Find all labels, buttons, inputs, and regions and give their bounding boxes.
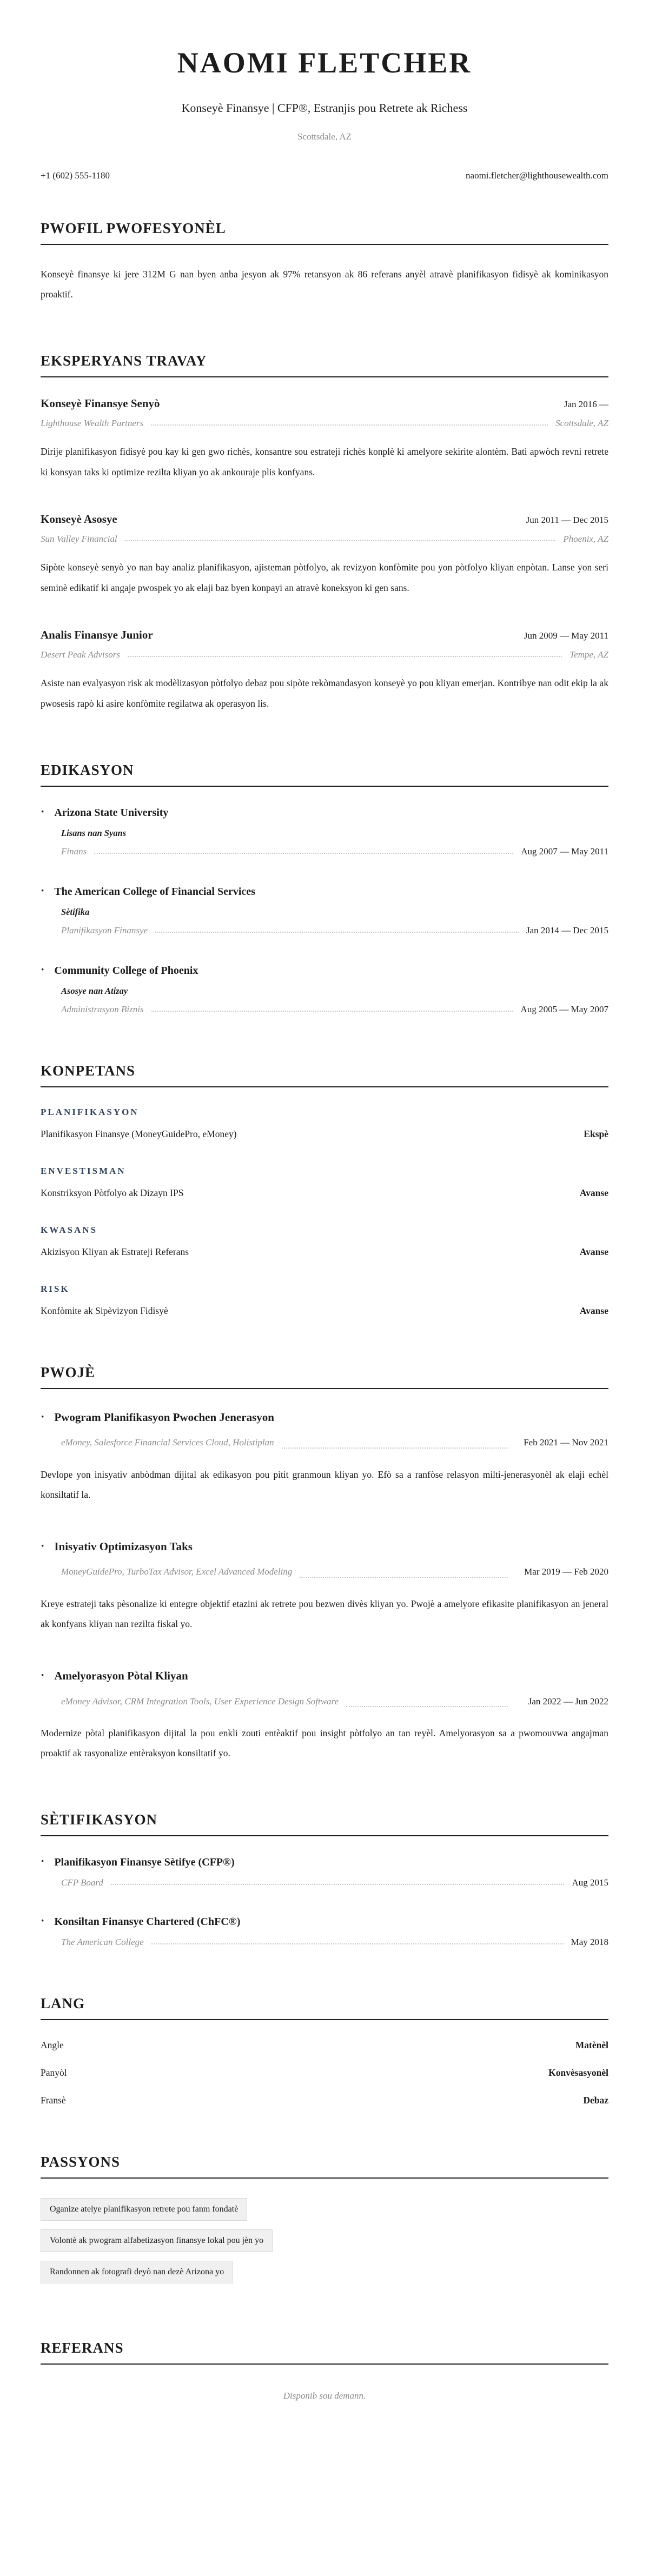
education-school-row xyxy=(41,885,608,898)
job-header-row xyxy=(41,628,608,642)
job-company: Lighthouse Wealth Partners xyxy=(41,417,144,428)
certification-entry xyxy=(41,1915,608,1948)
certification-title: · Planifikasyon Finansye Sètifye (CFP®) xyxy=(54,1856,235,1869)
section-profile xyxy=(41,220,608,305)
skill-level: Avanse xyxy=(579,1187,608,1198)
section-experience xyxy=(41,353,608,714)
passions-heading: PASSYONS xyxy=(41,2154,608,2179)
certification-entry xyxy=(41,1856,608,1888)
dotted-leader xyxy=(155,932,519,933)
candidate-location: Scottsdale, AZ xyxy=(297,131,352,142)
job-title: Konseyè Finansye Senyò xyxy=(41,396,160,410)
job-location: Tempe, AZ xyxy=(569,649,608,660)
language-row xyxy=(41,2095,608,2106)
languages-heading: LANG xyxy=(41,1995,608,2020)
job-description: Dirije planifikasyon fidisyè pou kay ki gen gwo richès, konsantre sou estrateji richès konplè ki amelyore sekirite alontèm. Bati apwòch revni retrete ki konsyan taks ki optimize rezilta kliyan yo ak ankouraje plis konfyans. xyxy=(41,446,608,477)
project-meta-row xyxy=(41,1434,608,1451)
section-projects xyxy=(41,1364,608,1764)
education-degree: Lisans nan Syans xyxy=(61,827,127,838)
dotted-leader xyxy=(151,1943,564,1944)
job-header-row xyxy=(41,513,608,526)
references-note: Disponib sou demann. xyxy=(283,2391,366,2401)
education-date: Jan 2014 — Dec 2015 xyxy=(526,925,608,935)
section-languages xyxy=(41,1995,608,2106)
education-entry xyxy=(41,964,608,1015)
projects-heading: PWOJÈ xyxy=(41,1364,608,1389)
project-meta-row xyxy=(41,1693,608,1710)
education-school-row xyxy=(41,806,608,819)
certification-issuer: The American College xyxy=(61,1937,144,1948)
project-title-row xyxy=(41,1667,608,1685)
skill-category: ENVESTISMAN xyxy=(41,1165,126,1176)
section-skills xyxy=(41,1063,608,1317)
passion-tag: Randonnen ak fotografi deyò nan dezè Arizona yo xyxy=(41,2261,233,2283)
education-list xyxy=(41,806,608,1015)
passion-tag: Oganize atelye planifikasyon retrete pou fanm fondatè xyxy=(41,2198,247,2221)
skills-heading: KONPETANS xyxy=(41,1063,608,1087)
education-heading: EDIKASYON xyxy=(41,762,608,787)
job-date: Jun 2009 — May 2011 xyxy=(524,630,608,641)
skill-row xyxy=(41,1128,608,1140)
languages-list xyxy=(41,2040,608,2106)
language-level: Matènèl xyxy=(575,2040,608,2051)
section-references xyxy=(41,2340,608,2401)
project-entry xyxy=(41,1409,608,1505)
job-description: Asiste nan evalyasyon risk ak modèlizasyon pòtfolyo debaz pou sipòte rekòmandasyon konseyè yo pou kliyan emerjan. Kontribye nan odit ekip la ak pwosesis rapò ki asire konfòmite regilatwa ak operasyon lis. xyxy=(41,678,608,709)
education-field: Finans xyxy=(61,846,87,857)
project-title: · Amelyorasyon Pòtal Kliyan xyxy=(54,1669,188,1682)
phone-number: +1 (602) 555-1180 xyxy=(41,170,110,181)
certification-date: Aug 2015 xyxy=(572,1877,608,1888)
skill-row xyxy=(41,1305,608,1317)
skill-row xyxy=(41,1187,608,1199)
project-date: Jan 2022 — Jun 2022 xyxy=(528,1696,608,1707)
certifications-list xyxy=(41,1856,608,1948)
skills-list xyxy=(41,1107,608,1317)
certification-date: May 2018 xyxy=(571,1937,608,1948)
language-level: Konvèsasyonèl xyxy=(548,2067,608,2079)
job-date: Jun 2011 — Dec 2015 xyxy=(526,515,608,526)
passion-tag: Volontè ak pwogram alfabetizasyon finansye lokal pou jèn yo xyxy=(41,2229,273,2252)
job-entry xyxy=(41,513,608,598)
skill-group xyxy=(41,1166,608,1199)
candidate-title: Konseyè Finansye | CFP®, Estranjis pou Retrete ak Richess xyxy=(181,101,468,115)
skill-level: Avanse xyxy=(579,1305,608,1316)
dotted-leader xyxy=(128,656,562,657)
skill-level: Avanse xyxy=(579,1246,608,1257)
references-heading: REFERANS xyxy=(41,2340,608,2365)
education-field: Administrasyon Biznis xyxy=(61,1004,144,1014)
job-entry xyxy=(41,397,608,482)
job-entry xyxy=(41,628,608,714)
education-degree: Asosye nan Atizay xyxy=(61,985,128,996)
education-meta-row xyxy=(61,846,608,857)
language-name: Panyòl xyxy=(41,2067,67,2079)
dotted-leader xyxy=(111,1884,565,1885)
email-address: naomi.fletcher@lighthousewealth.com xyxy=(466,170,608,181)
education-entry xyxy=(41,806,608,857)
job-company: Desert Peak Advisors xyxy=(41,649,120,660)
education-degree: Sètifika xyxy=(61,906,90,917)
certification-meta-row xyxy=(61,1877,608,1888)
dotted-leader xyxy=(300,1577,508,1578)
skill-level: Ekspè xyxy=(584,1128,608,1139)
project-tech: MoneyGuidePro, TurboTax Advisor, Excel Advanced Modeling xyxy=(61,1566,293,1577)
section-education xyxy=(41,762,608,1015)
profile-text: Konseyè finansye ki jere 312M G nan byen anba jesyon ak 97% retansyon ak 86 referans anyèl atravè planifikasyon fidisyè ak kominikasyon proaktif. xyxy=(41,268,608,300)
candidate-name: NAOMI FLETCHER xyxy=(177,47,472,79)
profile-heading: PWOFIL PWOFESYONÈL xyxy=(41,220,608,245)
language-name: Fransè xyxy=(41,2095,66,2106)
project-description: Kreye estrateji taks pèsonalize ki entegre objektif etazini ak retrete pou bezwen divès kliyan yo. Pwojè a amelyore efikasite planifikasyon an jeneral ak konfyans kliyan nan rezilta fiskal yo. xyxy=(41,1598,608,1630)
skill-group xyxy=(41,1225,608,1258)
certification-issuer: CFP Board xyxy=(61,1877,103,1888)
job-description: Sipòte konseyè senyò yo nan bay analiz planifikasyon, ajisteman pòtfolyo, ak revizyon konfòmite pou yon pòtfolyo kliyan enpòtan. Lanse yon seri seminè edikatif ki angaje pwospek yo ak elaji baz byen konpayi an atravè koneksyon ki gen sans. xyxy=(41,562,608,593)
jobs-list xyxy=(41,397,608,714)
skill-category: RISK xyxy=(41,1283,70,1294)
education-date: Aug 2007 — May 2011 xyxy=(521,846,608,857)
dotted-leader xyxy=(282,1448,508,1449)
certification-title-row xyxy=(41,1856,608,1869)
education-meta-row xyxy=(61,1004,608,1015)
project-date: Mar 2019 — Feb 2020 xyxy=(524,1566,608,1577)
skill-name: Konfòmite ak Sipèvizyon Fidisyè xyxy=(41,1305,168,1316)
project-title: · Inisyativ Optimizasyon Taks xyxy=(54,1539,193,1553)
project-tech: eMoney Advisor, CRM Integration Tools, User Experience Design Software xyxy=(61,1696,339,1707)
projects-list xyxy=(41,1409,608,1764)
certification-title-row xyxy=(41,1915,608,1928)
skill-category: KWASANS xyxy=(41,1224,98,1235)
project-description: Devlope yon inisyativ anbòdman dijital ak edikasyon pou pitit granmoun kliyan yo. Efò sa a ranfòse relasyon milti-jenerasyonèl ak elaji echèl konsiltatif la. xyxy=(41,1469,608,1501)
project-tech: eMoney, Salesforce Financial Services Cloud, Holistiplan xyxy=(61,1437,274,1448)
job-location: Scottsdale, AZ xyxy=(555,417,608,428)
dotted-leader xyxy=(151,1011,513,1012)
education-date: Aug 2005 — May 2007 xyxy=(520,1004,608,1014)
job-meta-row xyxy=(41,649,608,660)
skill-category: PLANIFIKASYON xyxy=(41,1106,139,1117)
project-description: Modernize pòtal planifikasyon dijital la pou enkli zouti entèaktif pou insight pòtfolyo an tan reyèl. Amelyorasyon sa a pwomouvwa angajman proaktif ak rasyonalize entèraksyon konsiltatif yo. xyxy=(41,1727,608,1759)
job-meta-row xyxy=(41,534,608,545)
skill-row xyxy=(41,1246,608,1258)
job-date: Jan 2016 — xyxy=(564,399,608,409)
project-title-row xyxy=(41,1538,608,1556)
education-school: · The American College of Financial Services xyxy=(54,885,255,898)
dotted-leader xyxy=(151,424,548,426)
certification-title: · Konsiltan Finansye Chartered (ChFC®) xyxy=(54,1916,241,1928)
job-title: Konseyè Asosye xyxy=(41,513,117,526)
skill-name: Konstriksyon Pòtfolyo ak Dizayn IPS xyxy=(41,1187,184,1198)
education-school: · Arizona State University xyxy=(54,806,169,819)
education-school: · Community College of Phoenix xyxy=(54,964,198,977)
project-entry xyxy=(41,1538,608,1635)
job-title: Analis Finansye Junior xyxy=(41,628,153,642)
education-entry xyxy=(41,885,608,936)
certifications-heading: SÈTIFIKASYON xyxy=(41,1811,608,1836)
skill-name: Planifikasyon Finansye (MoneyGuidePro, eMoney) xyxy=(41,1128,237,1139)
project-title: · Pwogram Planifikasyon Pwochen Jenerasyon xyxy=(54,1410,274,1424)
project-entry xyxy=(41,1667,608,1764)
language-row xyxy=(41,2067,608,2079)
experience-heading: EKSPERYANS TRAVAY xyxy=(41,353,608,377)
education-school-row xyxy=(41,964,608,977)
job-meta-row xyxy=(41,418,608,429)
resume-header xyxy=(41,48,608,181)
dotted-leader xyxy=(346,1706,508,1707)
section-certifications xyxy=(41,1811,608,1948)
section-passions xyxy=(41,2154,608,2292)
language-name: Angle xyxy=(41,2040,64,2051)
dotted-leader xyxy=(125,540,556,541)
education-field: Planifikasyon Finansye xyxy=(61,925,148,935)
skill-name: Akizisyon Kliyan ak Estrateji Referans xyxy=(41,1246,189,1257)
dotted-leader xyxy=(94,853,513,854)
passions-list xyxy=(41,2198,608,2292)
contact-row xyxy=(41,170,608,181)
job-header-row xyxy=(41,397,608,410)
project-title-row xyxy=(41,1409,608,1427)
skill-group xyxy=(41,1284,608,1317)
job-company: Sun Valley Financial xyxy=(41,534,117,545)
education-meta-row xyxy=(61,925,608,936)
language-level: Debaz xyxy=(583,2095,608,2106)
certification-meta-row xyxy=(61,1937,608,1948)
project-date: Feb 2021 — Nov 2021 xyxy=(524,1437,608,1448)
job-location: Phoenix, AZ xyxy=(563,534,608,545)
project-meta-row xyxy=(41,1563,608,1581)
language-row xyxy=(41,2040,608,2051)
skill-group xyxy=(41,1107,608,1140)
